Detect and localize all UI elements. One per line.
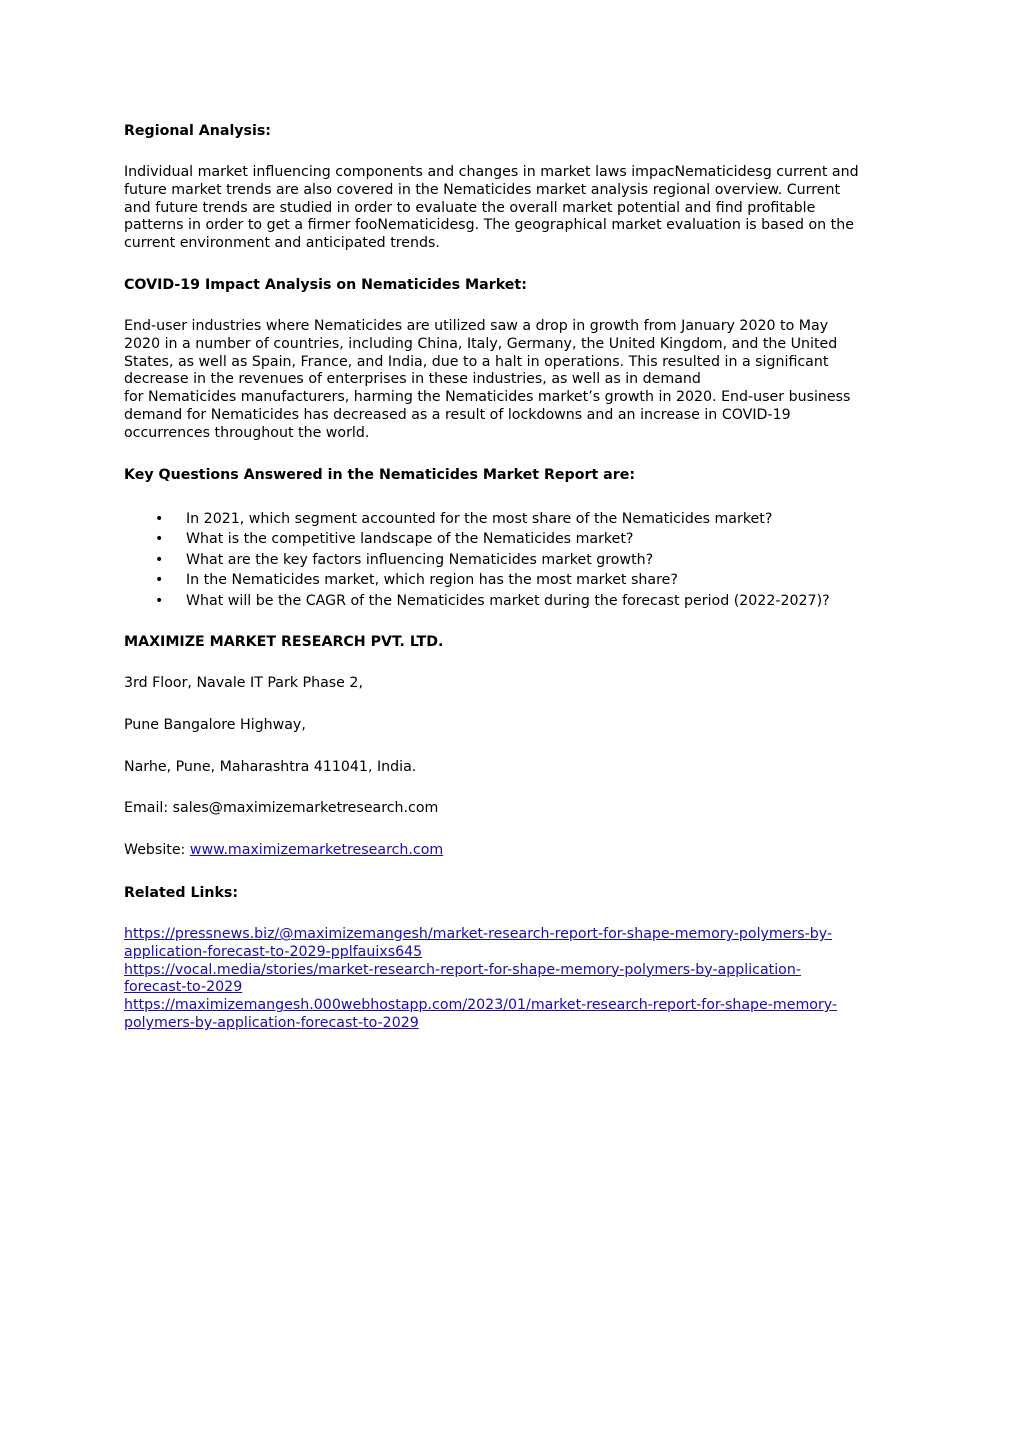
list-item: • In the Nematicides market, which region has the most market share? <box>124 570 894 591</box>
address-line-3: Narhe, Pune, Maharashtra 411041, India. <box>124 758 417 775</box>
questions-heading: Key Questions Answered in the Nematicides Market Report are: <box>124 466 636 483</box>
related-link-3[interactable]: https://maximizemangesh.000webhostapp.com/2023/01/market-research-report-for-shape-memory- polymers-by-application-forecast-to-2029 <box>124 997 838 1032</box>
website-line <box>124 842 894 860</box>
address-line-2: Pune Bangalore Highway, <box>124 716 306 733</box>
covid-heading: COVID-19 Impact Analysis on Nematicides Market: <box>124 276 527 293</box>
related-heading: Related Links: <box>124 885 239 902</box>
bullet-icon: • <box>155 551 164 568</box>
website-label: Website: <box>124 842 190 859</box>
paragraph-line: and future trends are studied in order to evaluate the overall market potential and find profitable <box>124 199 816 216</box>
list-item: • What is the competitive landscape of the Nematicides market? <box>124 529 894 550</box>
bullet-icon: • <box>155 531 164 548</box>
paragraph-line: Individual market influencing components and changes in market laws impacNematicidesg current and <box>124 164 859 180</box>
company-name: MAXIMIZE MARKET RESEARCH PVT. LTD. <box>124 634 444 651</box>
website-link[interactable]: www.maximizemarketresearch.com <box>189 842 444 859</box>
paragraph-line: decrease in the revenues of enterprises in these industries, as well as in demand <box>124 371 701 388</box>
related-link-1[interactable]: https://pressnews.biz/@maximizemangesh/market-research-report-for-shape-memory-polymers-by- application-forecast-to-2029-pplfauixs645 <box>124 926 833 960</box>
related-link-2[interactable]: https://vocal.media/stories/market-research-report-for-shape-memory-polymers-by-application- forecast-to-2029 <box>124 961 801 996</box>
paragraph-line: patterns in order to get a firmer fooNematicidesg. The geographical market evaluation is based on the <box>124 217 854 234</box>
related-links <box>124 926 894 1033</box>
bullet-icon: • <box>155 572 164 589</box>
paragraph-line: demand for Nematicides has decreased as a result of lockdowns and an increase in COVID-19 <box>124 406 791 423</box>
paragraph-line: End-user industries where Nematicides are utilized saw a drop in growth from January 2020 to May <box>124 317 829 334</box>
list-item: • What are the key factors influencing Nematicides market growth? <box>124 550 894 571</box>
regional-heading: Regional Analysis: <box>124 123 271 139</box>
paragraph-line: current environment and anticipated trends. <box>124 235 440 252</box>
email-line: Email: sales@maximizemarketresearch.com <box>124 800 439 817</box>
list-item: • In 2021, which segment accounted for the most share of the Nematicides market? <box>124 509 894 530</box>
list-item: • What will be the CAGR of the Nematicides market during the forecast period (2022-2027)? <box>124 591 894 612</box>
regional-paragraph <box>124 164 894 253</box>
bullet-icon: • <box>155 592 164 609</box>
bullet-icon: • <box>155 510 164 527</box>
paragraph-line: States, as well as Spain, France, and India, due to a halt in operations. This resulted in a significant <box>124 353 829 370</box>
questions-list <box>124 509 894 612</box>
document-page <box>124 122 894 1033</box>
paragraph-line: for Nematicides manufacturers, harming the Nematicides market’s growth in 2020. End-user business <box>124 389 851 406</box>
paragraph-line: occurrences throughout the world. <box>124 424 370 441</box>
covid-paragraph <box>124 318 894 443</box>
paragraph-line: future market trends are also covered in the Nematicides market analysis regional overview. Current <box>124 181 841 198</box>
address-line-1: 3rd Floor, Navale IT Park Phase 2, <box>124 675 363 692</box>
paragraph-line: 2020 in a number of countries, including China, Italy, Germany, the United Kingdom, and the United <box>124 335 838 352</box>
